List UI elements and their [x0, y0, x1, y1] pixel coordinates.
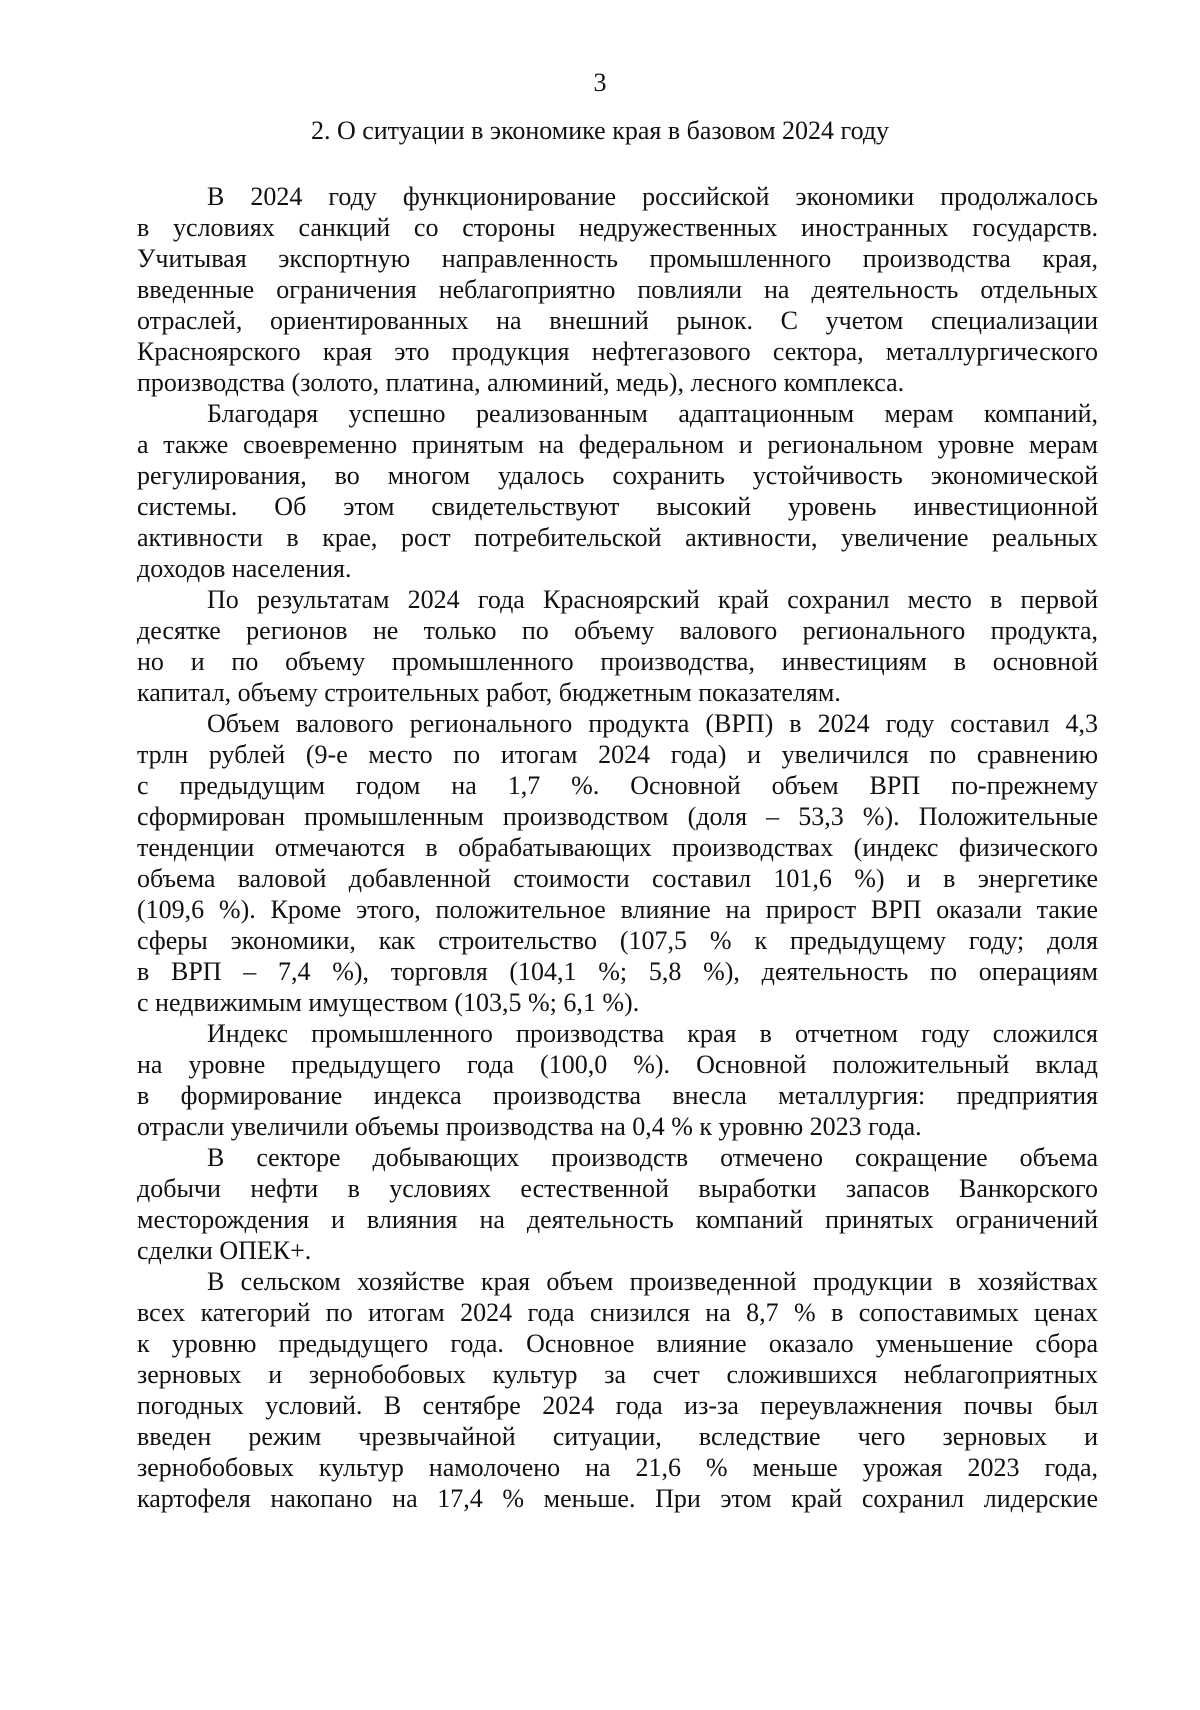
paragraph-line: отрасли увеличили объемы производства на 0,4 % к уровню 2023 года. [137, 1112, 922, 1141]
paragraph-line: сделки ОПЕК+. [137, 1236, 312, 1265]
section-title: 2. О ситуации в экономике края в базовом 2024 году [310, 116, 890, 145]
paragraph-line: в условиях санкций со стороны недружественных иностранных государств. [137, 213, 1098, 242]
paragraph-line: зерновых и зернобобовых культур за счет сложившихся неблагоприятных [137, 1360, 1098, 1389]
paragraph-line: Объем валового регионального продукта (ВРП) в 2024 году составил 4,3 [207, 709, 1098, 738]
paragraph-line: зернобобовых культур намолочено на 21,6 % меньше урожая 2023 года, [137, 1453, 1098, 1482]
paragraph-line: а также своевременно принятым на федеральном и региональном уровне мерам [137, 430, 1098, 459]
paragraph-line: системы. Об этом свидетельствуют высокий уровень инвестиционной [137, 492, 1098, 521]
paragraph [137, 181, 1098, 398]
paragraph-line: объема валовой добавленной стоимости составил 101,6 %) и в энергетике [137, 864, 1098, 893]
paragraph-line: отраслей, ориентированных на внешний рынок. С учетом специализации [137, 306, 1098, 335]
paragraph-line: с недвижимым имуществом (103,5 %; 6,1 %). [137, 988, 640, 1017]
paragraph-line: Учитывая экспортную направленность промышленного производства края, [137, 244, 1098, 273]
paragraph-line: По результатам 2024 года Красноярский край сохранил место в первой [207, 585, 1098, 614]
paragraph-line: с предыдущим годом на 1,7 %. Основной объем ВРП по-прежнему [137, 771, 1098, 800]
paragraph-line: введенные ограничения неблагоприятно повлияли на деятельность отдельных [137, 275, 1098, 304]
paragraph [137, 708, 1098, 1018]
paragraph-line: добычи нефти в условиях естественной выработки запасов Ванкорского [137, 1174, 1098, 1203]
paragraph-line: В сельском хозяйстве края объем произведенной продукции в хозяйствах [207, 1267, 1098, 1296]
paragraph-line: сформирован промышленным производством (доля – 53,3 %). Положительные [137, 802, 1098, 831]
paragraph-line: (109,6 %). Кроме этого, положительное влияние на прирост ВРП оказали такие [137, 895, 1098, 924]
paragraph-line: в ВРП – 7,4 %), торговля (104,1 %; 5,8 %), деятельность по операциям [137, 957, 1098, 986]
page-number: 3 [593, 68, 607, 97]
paragraph-line: Индекс промышленного производства края в отчетном году сложился [207, 1019, 1098, 1048]
paragraph-line: доходов населения. [137, 554, 352, 583]
paragraph [137, 398, 1098, 584]
paragraph-line: производства (золото, платина, алюминий, медь), лесного комплекса. [137, 368, 905, 397]
paragraph-line: капитал, объему строительных работ, бюджетным показателям. [137, 678, 841, 707]
paragraph-line: Благодаря успешно реализованным адаптационным мерам компаний, [207, 399, 1098, 428]
document-body [137, 181, 1098, 1514]
paragraph-line: месторождения и влияния на деятельность компаний принятых ограничений [137, 1205, 1098, 1234]
paragraph-line: но и по объему промышленного производства, инвестициям в основной [137, 647, 1098, 676]
paragraph [137, 584, 1098, 708]
paragraph-line: десятке регионов не только по объему валового регионального продукта, [137, 616, 1098, 645]
paragraph-line: введен режим чрезвычайной ситуации, вследствие чего зерновых и [137, 1422, 1098, 1451]
paragraph-line: в формирование индекса производства внесла металлургия: предприятия [137, 1081, 1098, 1110]
paragraph [137, 1018, 1098, 1142]
paragraph-line: активности в крае, рост потребительской активности, увеличение реальных [137, 523, 1098, 552]
paragraph-line: В секторе добывающих производств отмечено сокращение объема [207, 1143, 1098, 1172]
paragraph-line: трлн рублей (9-е место по итогам 2024 года) и увеличился по сравнению [137, 740, 1098, 769]
paragraph-line: на уровне предыдущего года (100,0 %). Основной положительный вклад [137, 1050, 1098, 1079]
paragraph-line: к уровню предыдущего года. Основное влияние оказало уменьшение сбора [137, 1329, 1098, 1358]
paragraph-line: погодных условий. В сентябре 2024 года из-за переувлажнения почвы был [137, 1391, 1098, 1420]
paragraph-line: В 2024 году функционирование российской экономики продолжалось [207, 182, 1098, 211]
paragraph-line: всех категорий по итогам 2024 года снизился на 8,7 % в сопоставимых ценах [137, 1298, 1098, 1327]
paragraph-line: сферы экономики, как строительство (107,5 % к предыдущему году; доля [137, 926, 1098, 955]
paragraph [137, 1266, 1098, 1514]
paragraph-line: Красноярского края это продукция нефтегазового сектора, металлургического [137, 337, 1098, 366]
paragraph [137, 1142, 1098, 1266]
paragraph-line: тенденции отмечаются в обрабатывающих производствах (индекс физического [137, 833, 1098, 862]
paragraph-line: регулирования, во многом удалось сохранить устойчивость экономической [137, 461, 1098, 490]
paragraph-line: картофеля накопано на 17,4 % меньше. При этом край сохранил лидерские [137, 1484, 1098, 1513]
